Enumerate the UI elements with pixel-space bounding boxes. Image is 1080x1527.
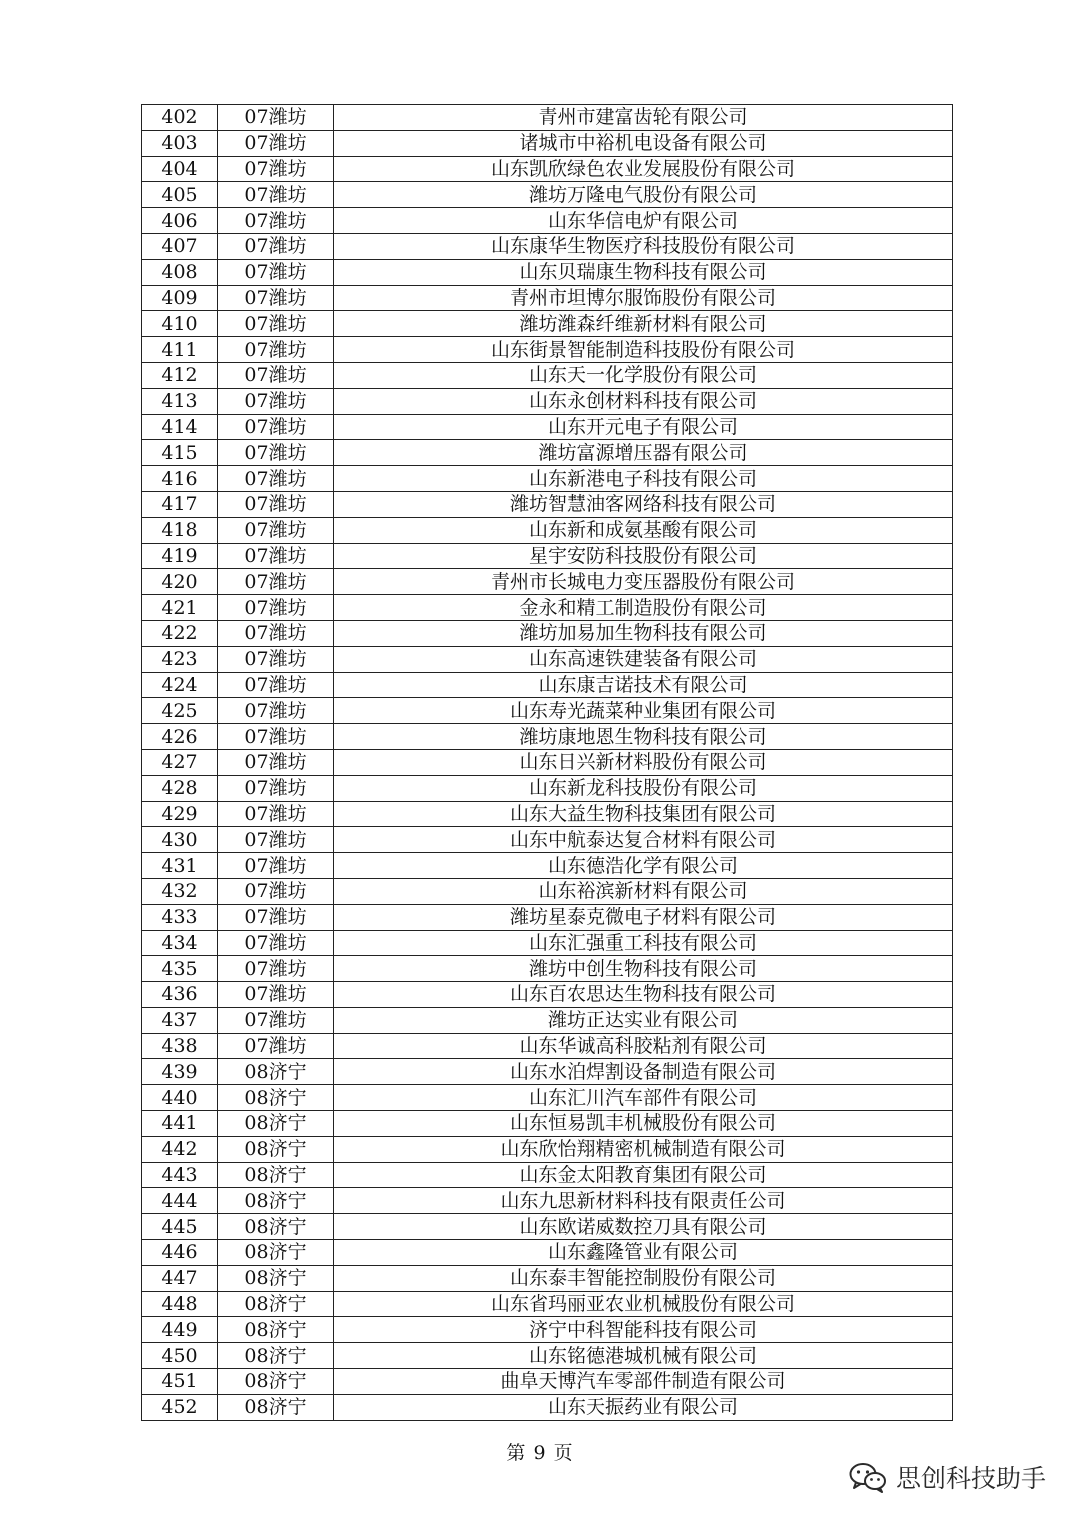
city-cell: 08济宁	[218, 1188, 334, 1214]
city-cell: 07潍坊	[218, 930, 334, 956]
city-cell: 07潍坊	[218, 698, 334, 724]
city-cell: 07潍坊	[218, 517, 334, 543]
table-row	[142, 904, 953, 930]
row-number-cell: 423	[142, 646, 218, 672]
row-number-cell: 441	[142, 1111, 218, 1137]
company-name-cell: 潍坊潍森纤维新材料有限公司	[334, 311, 953, 337]
company-name-cell: 山东永创材料科技有限公司	[334, 388, 953, 414]
city-cell: 07潍坊	[218, 595, 334, 621]
company-name-cell: 山东寿光蔬菜种业集团有限公司	[334, 698, 953, 724]
row-number-cell: 430	[142, 827, 218, 853]
table-row	[142, 1265, 953, 1291]
table-row	[142, 801, 953, 827]
city-cell: 08济宁	[218, 1059, 334, 1085]
table-row	[142, 1162, 953, 1188]
company-name-cell: 山东水泊焊割设备制造有限公司	[334, 1059, 953, 1085]
table-row	[142, 1136, 953, 1162]
company-name-cell: 山东天一化学股份有限公司	[334, 362, 953, 388]
company-name-cell: 潍坊智慧油客网络科技有限公司	[334, 491, 953, 517]
city-cell: 07潍坊	[218, 233, 334, 259]
row-number-cell: 415	[142, 440, 218, 466]
row-number-cell: 432	[142, 878, 218, 904]
table-row	[142, 285, 953, 311]
wechat-icon	[848, 1461, 888, 1493]
company-name-cell: 山东金太阳教育集团有限公司	[334, 1162, 953, 1188]
company-name-cell: 山东康吉诺技术有限公司	[334, 672, 953, 698]
row-number-cell: 435	[142, 956, 218, 982]
row-number-cell: 439	[142, 1059, 218, 1085]
company-name-cell: 山东街景智能制造科技股份有限公司	[334, 337, 953, 363]
table-row	[142, 595, 953, 621]
company-name-cell: 山东大益生物科技集团有限公司	[334, 801, 953, 827]
table-row	[142, 1007, 953, 1033]
city-cell: 07潍坊	[218, 646, 334, 672]
row-number-cell: 428	[142, 775, 218, 801]
row-number-cell: 422	[142, 620, 218, 646]
company-name-cell: 潍坊正达实业有限公司	[334, 1007, 953, 1033]
city-cell: 07潍坊	[218, 259, 334, 285]
city-cell: 07潍坊	[218, 1033, 334, 1059]
city-cell: 07潍坊	[218, 311, 334, 337]
company-name-cell: 山东华诚高科胶粘剂有限公司	[334, 1033, 953, 1059]
company-name-cell: 青州市建富齿轮有限公司	[334, 105, 953, 131]
company-name-cell: 潍坊星泰克微电子材料有限公司	[334, 904, 953, 930]
city-cell: 07潍坊	[218, 672, 334, 698]
table-row	[142, 749, 953, 775]
city-cell: 07潍坊	[218, 801, 334, 827]
table-row	[142, 362, 953, 388]
row-number-cell: 413	[142, 388, 218, 414]
company-name-cell: 山东新和成氨基酸有限公司	[334, 517, 953, 543]
city-cell: 07潍坊	[218, 388, 334, 414]
city-cell: 08济宁	[218, 1291, 334, 1317]
company-name-cell: 山东德浩化学有限公司	[334, 853, 953, 879]
row-number-cell: 405	[142, 182, 218, 208]
city-cell: 07潍坊	[218, 208, 334, 234]
city-cell: 07潍坊	[218, 156, 334, 182]
row-number-cell: 444	[142, 1188, 218, 1214]
city-cell: 07潍坊	[218, 491, 334, 517]
city-cell: 07潍坊	[218, 620, 334, 646]
company-name-cell: 山东九思新材料科技有限责任公司	[334, 1188, 953, 1214]
company-name-cell: 山东新港电子科技有限公司	[334, 466, 953, 492]
company-name-cell: 济宁中科智能科技有限公司	[334, 1317, 953, 1343]
city-cell: 08济宁	[218, 1111, 334, 1137]
row-number-cell: 433	[142, 904, 218, 930]
company-name-cell: 山东中航泰达复合材料有限公司	[334, 827, 953, 853]
row-number-cell: 402	[142, 105, 218, 131]
company-name-cell: 金永和精工制造股份有限公司	[334, 595, 953, 621]
company-name-cell: 山东泰丰智能控制股份有限公司	[334, 1265, 953, 1291]
row-number-cell: 449	[142, 1317, 218, 1343]
city-cell: 07潍坊	[218, 182, 334, 208]
table-body	[142, 105, 953, 1421]
row-number-cell: 426	[142, 724, 218, 750]
table-row	[142, 466, 953, 492]
table-row	[142, 672, 953, 698]
company-name-cell: 青州市长城电力变压器股份有限公司	[334, 569, 953, 595]
table-row	[142, 1085, 953, 1111]
company-name-cell: 潍坊加易加生物科技有限公司	[334, 620, 953, 646]
row-number-cell: 408	[142, 259, 218, 285]
table-row	[142, 1343, 953, 1369]
row-number-cell: 412	[142, 362, 218, 388]
company-name-cell: 山东欣怡翔精密机械制造有限公司	[334, 1136, 953, 1162]
table-row	[142, 233, 953, 259]
city-cell: 08济宁	[218, 1369, 334, 1395]
company-name-cell: 潍坊万隆电气股份有限公司	[334, 182, 953, 208]
table-row	[142, 1188, 953, 1214]
company-name-cell: 山东新龙科技股份有限公司	[334, 775, 953, 801]
row-number-cell: 420	[142, 569, 218, 595]
company-name-cell: 潍坊康地恩生物科技有限公司	[334, 724, 953, 750]
row-number-cell: 416	[142, 466, 218, 492]
city-cell: 07潍坊	[218, 569, 334, 595]
company-name-cell: 山东康华生物医疗科技股份有限公司	[334, 233, 953, 259]
company-name-cell: 星宇安防科技股份有限公司	[334, 543, 953, 569]
table-row	[142, 956, 953, 982]
row-number-cell: 409	[142, 285, 218, 311]
table-row	[142, 311, 953, 337]
page-number: 第 9 页	[506, 1442, 574, 1464]
table-row	[142, 543, 953, 569]
table-row	[142, 130, 953, 156]
company-name-cell: 山东汇川汽车部件有限公司	[334, 1085, 953, 1111]
row-number-cell: 437	[142, 1007, 218, 1033]
table-row	[142, 337, 953, 363]
city-cell: 07潍坊	[218, 337, 334, 363]
table-row	[142, 724, 953, 750]
row-number-cell: 410	[142, 311, 218, 337]
row-number-cell: 448	[142, 1291, 218, 1317]
company-name-cell: 山东贝瑞康生物科技有限公司	[334, 259, 953, 285]
table-row	[142, 620, 953, 646]
city-cell: 08济宁	[218, 1136, 334, 1162]
table-row	[142, 105, 953, 131]
city-cell: 07潍坊	[218, 130, 334, 156]
table-row	[142, 414, 953, 440]
table-row	[142, 982, 953, 1008]
company-name-cell: 潍坊中创生物科技有限公司	[334, 956, 953, 982]
city-cell: 07潍坊	[218, 904, 334, 930]
watermark	[848, 1459, 1046, 1495]
city-cell: 07潍坊	[218, 466, 334, 492]
city-cell: 08济宁	[218, 1317, 334, 1343]
row-number-cell: 436	[142, 982, 218, 1008]
city-cell: 08济宁	[218, 1394, 334, 1420]
row-number-cell: 419	[142, 543, 218, 569]
table-row	[142, 1214, 953, 1240]
city-cell: 07潍坊	[218, 440, 334, 466]
company-name-cell: 山东日兴新材料股份有限公司	[334, 749, 953, 775]
table-row	[142, 259, 953, 285]
row-number-cell: 450	[142, 1343, 218, 1369]
city-cell: 07潍坊	[218, 543, 334, 569]
company-name-cell: 青州市坦博尔服饰股份有限公司	[334, 285, 953, 311]
row-number-cell: 421	[142, 595, 218, 621]
city-cell: 07潍坊	[218, 775, 334, 801]
table-row	[142, 569, 953, 595]
city-cell: 07潍坊	[218, 724, 334, 750]
company-name-cell: 山东华信电炉有限公司	[334, 208, 953, 234]
company-name-cell: 山东省玛丽亚农业机械股份有限公司	[334, 1291, 953, 1317]
company-name-cell: 诸城市中裕机电设备有限公司	[334, 130, 953, 156]
row-number-cell: 446	[142, 1240, 218, 1266]
row-number-cell: 440	[142, 1085, 218, 1111]
table-row	[142, 930, 953, 956]
city-cell: 07潍坊	[218, 827, 334, 853]
city-cell: 07潍坊	[218, 956, 334, 982]
company-name-cell: 山东百农思达生物科技有限公司	[334, 982, 953, 1008]
row-number-cell: 443	[142, 1162, 218, 1188]
table-row	[142, 208, 953, 234]
row-number-cell: 445	[142, 1214, 218, 1240]
row-number-cell: 406	[142, 208, 218, 234]
city-cell: 07潍坊	[218, 105, 334, 131]
city-cell: 08济宁	[218, 1240, 334, 1266]
table-row	[142, 1059, 953, 1085]
company-name-cell: 山东开元电子有限公司	[334, 414, 953, 440]
table-row	[142, 1369, 953, 1395]
table-row	[142, 1240, 953, 1266]
row-number-cell: 424	[142, 672, 218, 698]
row-number-cell: 418	[142, 517, 218, 543]
row-number-cell: 434	[142, 930, 218, 956]
row-number-cell: 427	[142, 749, 218, 775]
table-row	[142, 775, 953, 801]
row-number-cell: 404	[142, 156, 218, 182]
city-cell: 07潍坊	[218, 982, 334, 1008]
table-row	[142, 440, 953, 466]
row-number-cell: 447	[142, 1265, 218, 1291]
table-row	[142, 1033, 953, 1059]
row-number-cell: 442	[142, 1136, 218, 1162]
city-cell: 07潍坊	[218, 853, 334, 879]
city-cell: 07潍坊	[218, 749, 334, 775]
city-cell: 07潍坊	[218, 362, 334, 388]
table-row	[142, 698, 953, 724]
table-row	[142, 1317, 953, 1343]
company-name-cell: 山东鑫隆管业有限公司	[334, 1240, 953, 1266]
table-row	[142, 156, 953, 182]
table-row	[142, 388, 953, 414]
row-number-cell: 403	[142, 130, 218, 156]
city-cell: 08济宁	[218, 1085, 334, 1111]
company-name-cell: 潍坊富源增压器有限公司	[334, 440, 953, 466]
company-name-cell: 山东天振药业有限公司	[334, 1394, 953, 1420]
row-number-cell: 425	[142, 698, 218, 724]
company-name-cell: 山东铭德港城机械有限公司	[334, 1343, 953, 1369]
city-cell: 08济宁	[218, 1214, 334, 1240]
company-name-cell: 山东欧诺威数控刀具有限公司	[334, 1214, 953, 1240]
company-name-cell: 山东汇强重工科技有限公司	[334, 930, 953, 956]
row-number-cell: 431	[142, 853, 218, 879]
city-cell: 08济宁	[218, 1343, 334, 1369]
table-row	[142, 1394, 953, 1420]
row-number-cell: 407	[142, 233, 218, 259]
table-row	[142, 491, 953, 517]
city-cell: 07潍坊	[218, 414, 334, 440]
company-name-cell: 山东恒易凯丰机械股份有限公司	[334, 1111, 953, 1137]
table-row	[142, 827, 953, 853]
table-row	[142, 1111, 953, 1137]
table-row	[142, 646, 953, 672]
city-cell: 08济宁	[218, 1162, 334, 1188]
city-cell: 07潍坊	[218, 1007, 334, 1033]
row-number-cell: 411	[142, 337, 218, 363]
table-row	[142, 1291, 953, 1317]
table-row	[142, 182, 953, 208]
table-row	[142, 878, 953, 904]
table-row	[142, 517, 953, 543]
city-cell: 07潍坊	[218, 878, 334, 904]
row-number-cell: 452	[142, 1394, 218, 1420]
city-cell: 07潍坊	[218, 285, 334, 311]
row-number-cell: 429	[142, 801, 218, 827]
table-row	[142, 853, 953, 879]
row-number-cell: 451	[142, 1369, 218, 1395]
row-number-cell: 414	[142, 414, 218, 440]
company-name-cell: 山东裕滨新材料有限公司	[334, 878, 953, 904]
watermark-text: 思创科技助手	[895, 1464, 1046, 1493]
company-name-cell: 曲阜天博汽车零部件制造有限公司	[334, 1369, 953, 1395]
city-cell: 08济宁	[218, 1265, 334, 1291]
row-number-cell: 438	[142, 1033, 218, 1059]
company-table	[141, 104, 953, 1421]
row-number-cell: 417	[142, 491, 218, 517]
company-name-cell: 山东凯欣绿色农业发展股份有限公司	[334, 156, 953, 182]
company-name-cell: 山东高速铁建装备有限公司	[334, 646, 953, 672]
